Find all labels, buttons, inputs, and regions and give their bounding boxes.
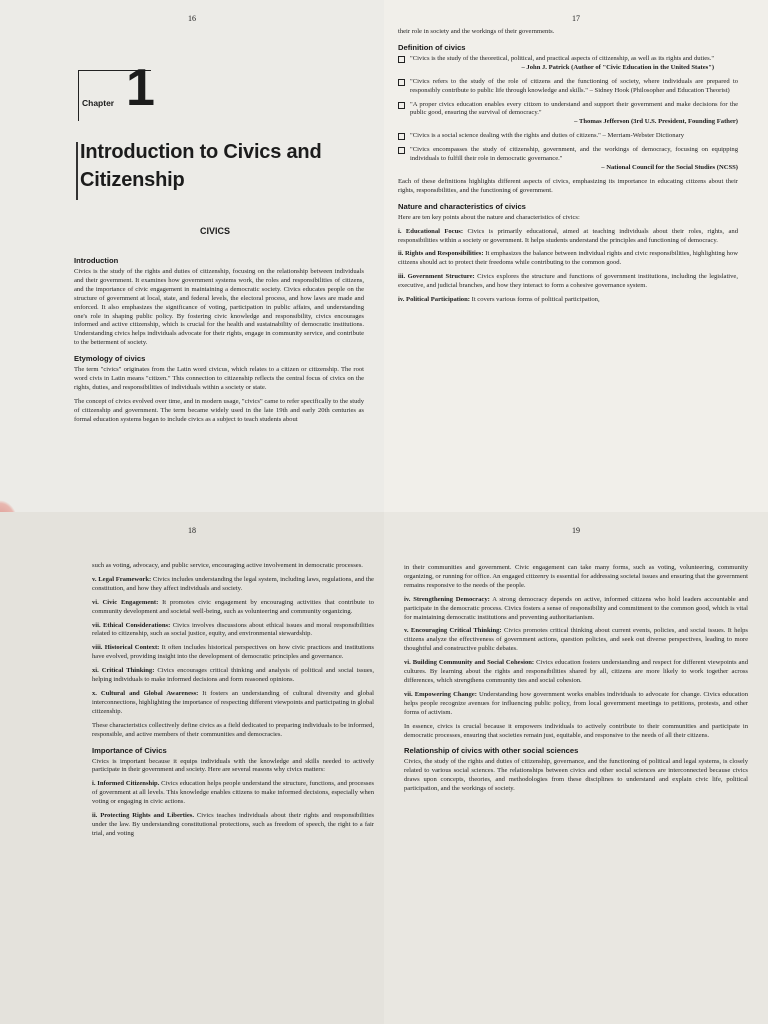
page-17 [384, 0, 768, 512]
point-text: Civics is primarily educational, aimed at teaching individuals about their roles, rights, and responsibilities within a society or government. It helps students understand the principles and functioning of democracy. [398, 227, 738, 244]
page-number: 18 [188, 526, 196, 535]
point-label: ii. Protecting Rights and Liberties. [92, 812, 194, 820]
point-label: vi. Civic Engagement: [92, 598, 159, 606]
page-number: 16 [188, 14, 196, 23]
list-item [398, 296, 738, 305]
definition-item [398, 132, 738, 141]
list-item [398, 228, 738, 246]
checkbox-bullet-icon [398, 102, 405, 109]
list-item [404, 627, 748, 654]
point-label: vii. Empowering Change: [404, 690, 477, 698]
page-18-body [92, 562, 374, 844]
definition-text: "A proper civics education enables every citizen to understand and support their government and make decisions for the public good, ensuring the survival of democracy." [410, 100, 738, 117]
point-label: vi. Building Community and Social Cohesion: [404, 659, 535, 667]
point-label: ii. Rights and Responsibilities: [398, 250, 484, 258]
lead-paragraph: in their communities and government. Civic engagement can take many forms, such as voting, volunteering, community organizing, or running for office. An engaged citizenry is essential for addressing societal issues and ensuring that the government remains responsive to the needs of the people. [404, 564, 748, 589]
point-text: Civics education fosters understanding and respect for different viewpoints and cultures. By learning about the rights and responsibilities shared by all, citizens are more likely to work together across differences, which strengthens community ties and social cohesion. [404, 659, 749, 684]
chapter-title: Introduction to Civics and Citizenship [80, 141, 322, 191]
point-label: vii. Ethical Considerations: [92, 621, 171, 629]
point-text: Civics teaches individuals about their rights and responsibilities under the law. By understanding constitutional protections, such as freedom of speech, the right to a fair trial, and voting [92, 812, 374, 837]
point-label: xi. Critical Thinking: [92, 667, 155, 675]
page-19-body [404, 564, 748, 799]
checkbox-bullet-icon [398, 133, 405, 140]
point-text: Civics involves discussions about ethical issues and moral responsibilities related to citizenship, such as social justice, equity, and environmental stewardship. [92, 621, 374, 638]
list-item [92, 599, 374, 617]
page-16 [0, 0, 384, 512]
thumb-photo-artifact [0, 500, 18, 512]
list-item [92, 780, 374, 807]
definition-item [398, 55, 738, 73]
definitions-summary: Each of these definitions highlights different aspects of civics, emphasizing its importance in educating citizens about their rights, responsibilities, and the functioning of government. [398, 177, 738, 194]
page-number: 19 [572, 526, 580, 535]
list-item [92, 812, 374, 839]
point-text: Civics education helps people understand the structure, functions, and processes of government at all levels. This knowledge enables citizens to make informed decisions, especially when voting or engaging in civic actions. [92, 780, 374, 806]
lead-paragraph: such as voting, advocacy, and public service, encouraging active involvement in democratic processes. [92, 562, 363, 569]
page-19 [384, 512, 768, 1024]
point-text: It emphasizes the balance between individual rights and civic responsibilities, highlighting how citizens should act to protect their freedoms while contributing to the common good. [398, 250, 738, 267]
point-label: v. Encouraging Critical Thinking: [404, 627, 502, 635]
intro-paragraph: Civics is the study of the rights and duties of citizenship, focusing on the relationship between individuals and their government. It examines how government systems work, the roles and responsibilities of citizens, and the importance of civic engagement in maintaining a democratic society. Civics educates people on the structure of government at local, state, and federal levels, the electoral process, and how laws are made and enforced. It also emphasizes the significance of voting, participation in public affairs, and understanding one's role in shaping public policy. By fostering civic knowledge and responsibility, civics encourages informed and active citizenship, which is crucial for the health and sustainability of democratic institutions. Understanding civics helps individuals advocate for their rights, engage in community service, and contribute to the betterment of society. [74, 268, 364, 347]
checkbox-bullet-icon [398, 56, 405, 63]
point-text: It covers various forms of political participation, [469, 296, 600, 304]
intro-heading: Introduction [74, 256, 119, 265]
definition-item [398, 78, 738, 96]
list-item [398, 250, 738, 268]
point-label: x. Cultural and Global Awareness: [92, 689, 199, 697]
point-text: Civics explores the structure and functions of government institutions, including the legislative, executive, and judicial branches, and how they interact to form a cohesive governance system. [398, 273, 738, 290]
list-item [92, 644, 374, 662]
point-text: A strong democracy depends on active, informed citizens who hold leaders accountable and participate in the democratic process. Civics fosters a sense of responsibility and commitment to the common good, which is vital for maintaining democratic institutions and preventing authoritarianism. [404, 595, 748, 621]
relationship-paragraph: Civics, the study of the rights and duties of citizenship, governance, and the functioning of political and legal systems, is closely related to various social sciences. The relationships between civics and other social sciences are interconnected because civics draws upon concepts, theories, and methodologies from these disciplines to understand and explain civic life, political participation, and the workings of society. [404, 758, 748, 793]
page-18 [0, 512, 384, 1024]
definition-text: "Civics is the study of the theoretical, political, and practical aspects of citizenship, as well as its rights and duties." [410, 54, 715, 62]
definition-text: "Civics is a social science dealing with the rights and duties of citizens." – Merriam-Webster Dictionary [410, 132, 685, 140]
point-label: viii. Historical Context: [92, 644, 160, 652]
point-label: iv. Political Participation: [398, 296, 470, 304]
title-rule [76, 142, 78, 200]
point-text: Civics promotes critical thinking about current events, policies, and social issues. It helps citizens analyze the effectiveness of government actions, question policies, and seek out diverse perspectives, leading to more thoughtful and constructive public debates. [404, 627, 748, 653]
checkbox-bullet-icon [398, 147, 405, 154]
chapter-number: 1 [126, 59, 155, 117]
essence-paragraph: In essence, civics is crucial because it empowers individuals to actively contribute to their communities and participate in democratic processes, ensuring that societies remain just, equitable, and responsive to the needs of all their citizens. [404, 722, 748, 739]
definition-attribution: – National Council for the Social Studies (NCSS) [601, 163, 738, 171]
point-text: It promotes civic engagement by encouraging activities that contribute to community development and societal well-being, such as volunteering and community organizing. [92, 598, 374, 615]
nature-intro: Here are ten key points about the nature and characteristics of civics: [398, 213, 580, 221]
point-label: iv. Strengthening Democracy: [404, 595, 490, 603]
point-text: It fosters an understanding of cultural diversity and global interconnections, highlighting the importance of respecting different viewpoints and participating in global citizenship. [92, 689, 374, 715]
point-text: Civics encourages critical thinking and analysis of political and social issues, helping individuals to make informed decisions and form reasoned opinions. [92, 667, 374, 684]
list-item [404, 596, 748, 623]
chapter-label: Chapter [82, 98, 115, 108]
importance-intro: Civics is important because it equips individuals with the knowledge and skills needed to actively participate in their government and society. Here are several reasons why civics matters: [92, 757, 374, 774]
definition-item [398, 146, 738, 173]
point-text: It often includes historical perspectives on how civic practices and institutions have evolved, providing insight into the development of democratic principles and governance. [92, 644, 375, 661]
list-item [398, 273, 738, 291]
etymology-paragraph: The term "civics" originates from the Latin word civicus, which relates to a citizen or citizenship. The root word civis in Latin means "citizen." This connection to citizenship reflects the central focus of civics on the rights, duties, and responsibilities of individuals within a society or state. [74, 366, 364, 391]
point-label: iii. Government Structure: [398, 273, 475, 281]
page-17-body [398, 28, 738, 310]
list-item [92, 622, 374, 640]
closing-paragraph: These characteristics collectively define civics as a field dedicated to preparing individuals to be informed, responsible, and active members of their communities and democracies. [92, 721, 374, 738]
top-line: their role in society and the workings of their governments. [398, 28, 555, 35]
nature-heading: Nature and characteristics of civics [398, 201, 526, 211]
page-16-body [74, 250, 364, 430]
definition-text: "Civics refers to the study of the role of citizens and the functioning of society, where individuals are prepared to responsibly contribute to public life through knowledge and skills." – Sidney Hook (Philosopher and Education Theorist) [410, 77, 738, 94]
page-number: 17 [572, 14, 580, 23]
point-label: i. Informed Citizenship. [92, 780, 160, 788]
list-item [92, 576, 374, 594]
etymology-heading: Etymology of civics [74, 354, 146, 364]
checkbox-bullet-icon [398, 79, 405, 86]
relationship-heading: Relationship of civics with other social sciences [404, 746, 579, 756]
definition-heading: Definition of civics [398, 42, 466, 52]
list-item [92, 690, 374, 717]
point-label: i. Educational Focus: [398, 227, 464, 235]
definition-attribution: – John J. Patrick (Author of "Civic Education in the United States") [521, 63, 715, 71]
point-label: v. Legal Framework: [92, 575, 152, 583]
importance-heading: Importance of Civics [92, 745, 167, 755]
point-text: Understanding how government works enables individuals to advocate for change. Civics education helps people recognize avenues for influencing public policy, from local government meetings to petitions, protests, and other forms of activism. [404, 690, 748, 716]
definition-text: "Civics encompasses the study of citizenship, government, and the workings of democracy, focusing on equipping individuals to fulfill their role in democratic governance." [410, 146, 738, 163]
list-item [404, 659, 748, 686]
list-item [404, 691, 748, 718]
point-text: Civics includes understanding the legal system, including laws, regulations, and the constitution, and how they affect individuals and society. [92, 575, 374, 592]
definition-item [398, 101, 738, 128]
section-title: CIVICS [200, 226, 231, 236]
definition-attribution: – Thomas Jefferson (3rd U.S. President, Founding Father) [574, 118, 738, 126]
list-item [92, 667, 374, 685]
etymology-paragraph: The concept of civics evolved over time, and in modern usage, "civics" came to refer specifically to the study of citizenship and government. The term became widely used in the late 19th and early 20th centuries as formal education systems began to include civics as a subject to teach students about [74, 397, 364, 423]
